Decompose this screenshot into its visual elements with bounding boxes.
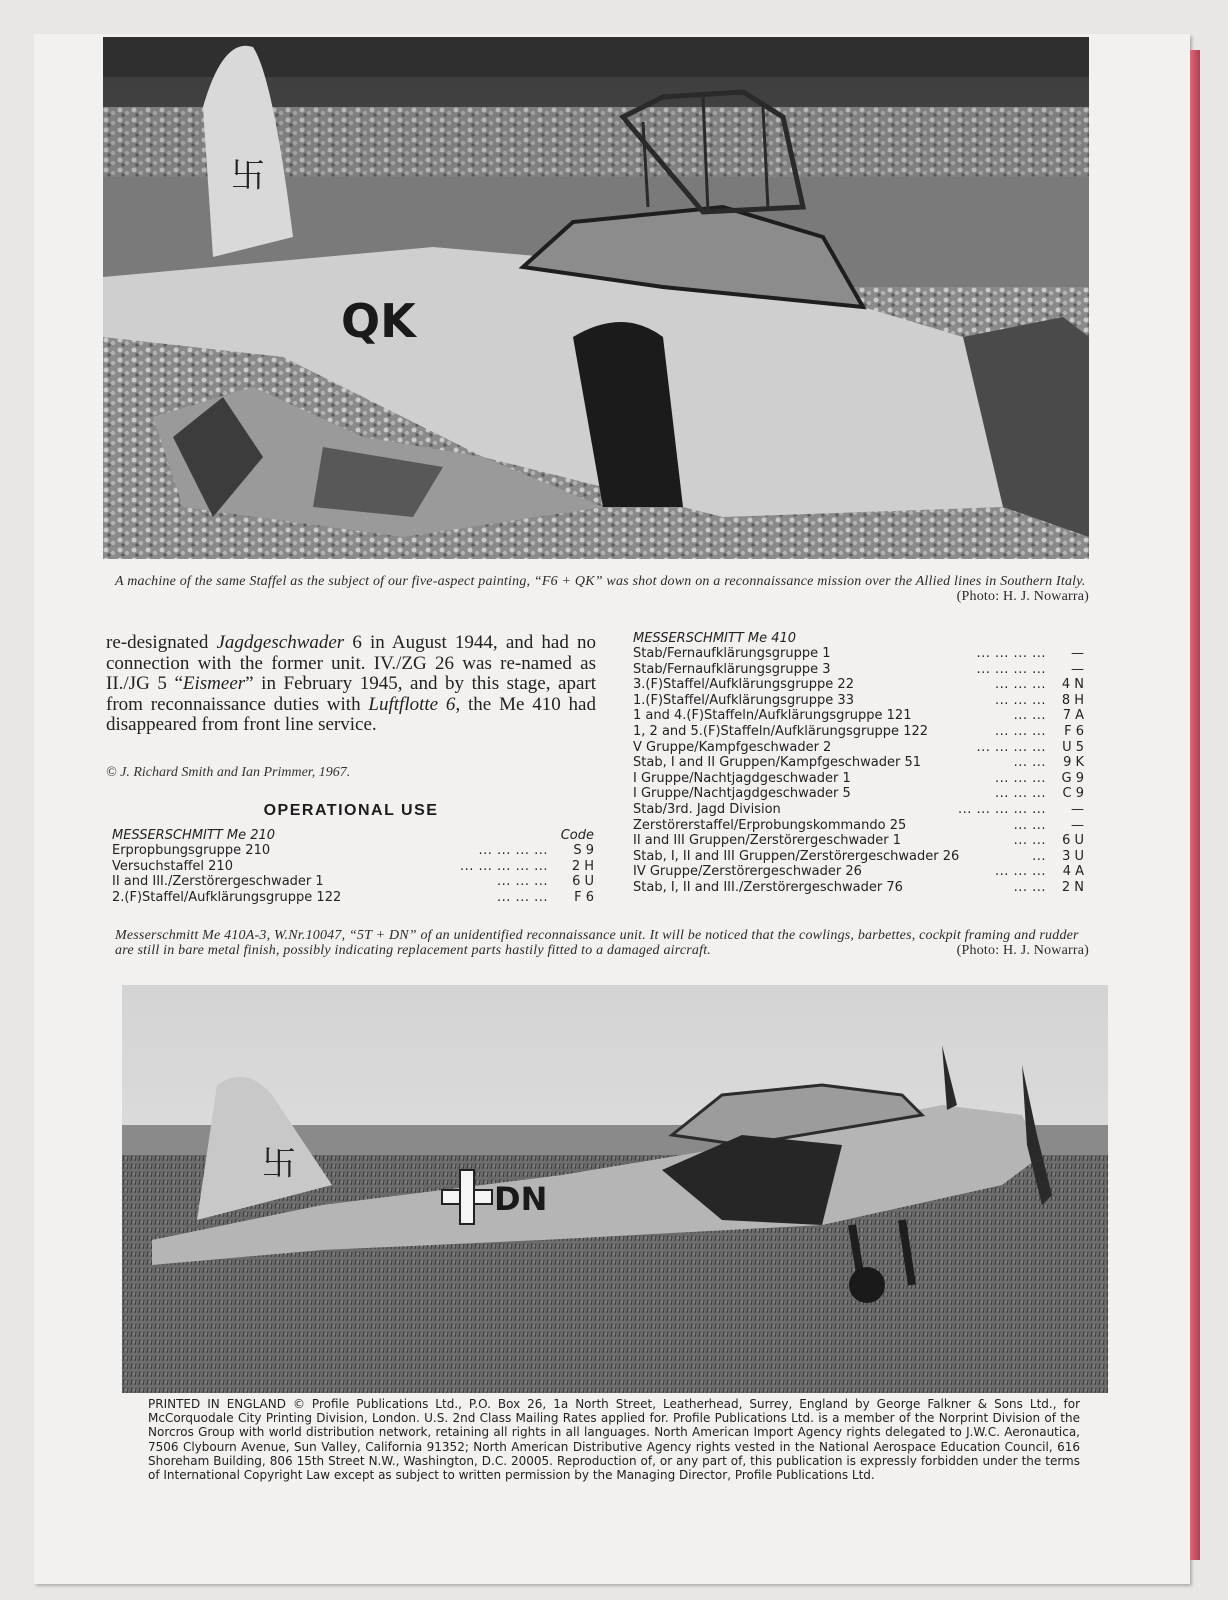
svg-text:卐: 卐 [262, 1144, 296, 1184]
unit-code: 3 U [1062, 848, 1084, 864]
me210-header-row [112, 828, 594, 843]
leader-dots: ... ... ... [995, 677, 1046, 693]
leader-dots: ... [1032, 848, 1046, 864]
leader-dots: ... ... ... [995, 723, 1046, 739]
table-row [633, 771, 1084, 787]
leader-dots: ... ... ... [995, 692, 1046, 708]
copyright-line: © J. Richard Smith and Ian Primmer, 1967. [106, 765, 351, 780]
unit-name: 1 and 4.(F)Staffeln/Aufklärungsgruppe 121 [633, 708, 912, 724]
unit-code: S 9 [573, 843, 594, 858]
leader-dots: ... ... ... [995, 770, 1046, 786]
unit-code: F 6 [1064, 723, 1084, 739]
fuselage-code-qk: QK [341, 294, 416, 348]
table-row [633, 708, 1084, 724]
imprint-footer: PRINTED IN ENGLAND © Profile Publications Ltd., P.O. Box 26, 1a North Street, Leatherhead, Surrey, England by George Falkner & Sons Ltd., for McCorquodale City Printing Division, London. U.S. 2nd Class Mailing Rates applied for. Profile Publications Ltd. is a member of the Norprint Division of the Norcros Group with world distribution network, retaining all rights in all languages. North American Import Agency rights delegated to J.W.C. Aeronautica, 7506 Clybourn Avenue, Sun Valley, California 91352; North American Distributive Agency rights vested in the National Aerospace Education Council, 616 Shoreham Building, 806 15th Street N.W., Washington, D.C. 20005. Reproduction of, or any part of, this publication is expressly forbidden under the terms of International Copyright Law except as subject to written permission by the Managing Director, Profile Publications Ltd. [148, 1397, 1080, 1483]
photo-crashed-me410 [103, 37, 1089, 559]
table-row [112, 843, 594, 859]
leader-dots: ... ... ... [995, 864, 1046, 880]
unit-code: — [1071, 817, 1084, 833]
leader-dots: ... ... [1013, 833, 1046, 849]
unit-name: Stab/3rd. Jagd Division [633, 801, 781, 817]
table-row [633, 786, 1084, 802]
leader-dots: ... ... ... ... ... [957, 801, 1046, 817]
leader-dots: ... ... ... ... [478, 843, 548, 858]
table-row [633, 677, 1084, 693]
unit-code: 8 H [1061, 692, 1084, 708]
unit-code: — [1071, 661, 1084, 677]
table-row [112, 859, 594, 875]
unit-code: — [1071, 646, 1084, 661]
unit-name: 2.(F)Staffel/Aufklärungsgruppe 122 [112, 889, 342, 905]
unit-name: 1, 2 and 5.(F)Staffeln/Aufklärungsgruppe 122 [633, 723, 929, 739]
body-text-1: re-designated [106, 632, 217, 653]
red-cover-edge [1190, 50, 1200, 1560]
unit-code: 6 U [572, 874, 594, 890]
unit-name: Stab, I, II and III./Zerstörergeschwader 76 [633, 879, 903, 895]
unit-name: Stab, I and II Gruppen/Kampfgeschwader 51 [633, 755, 921, 771]
table-row [112, 874, 594, 890]
me210-rows [112, 843, 594, 905]
unit-name: 1.(F)Staffel/Aufklärungsgruppe 33 [633, 692, 854, 708]
leader-dots: ... ... ... [995, 786, 1046, 802]
me410-header: MESSERSCHMITT Me 410 [633, 631, 797, 646]
body-italic-eismeer: Eismeer [182, 673, 246, 694]
body-text-3: ” in February 1945, and by this stage, apart from reconnaissance duties with [106, 673, 597, 715]
table-row [633, 864, 1084, 880]
me410-table [633, 631, 1084, 896]
unit-code: U 5 [1062, 739, 1084, 755]
leader-dots: ... ... ... ... ... [459, 858, 548, 874]
unit-code: 9 K [1063, 755, 1084, 771]
table-row [633, 802, 1084, 818]
photo2-caption [115, 928, 1089, 958]
leader-dots: ... ... ... ... [976, 739, 1046, 755]
unit-code: 7 A [1062, 708, 1084, 724]
body-text-4: , the Me 410 had disappeared from front line service. [106, 693, 596, 735]
body-italic-luftflotte: Luftflotte 6 [368, 693, 456, 715]
svg-text:卐: 卐 [231, 156, 265, 196]
table-row [633, 818, 1084, 834]
body-italic-jagdgeschwader: Jagdgeschwader [216, 632, 345, 653]
unit-code: 2 N [1061, 879, 1084, 895]
unit-code: C 9 [1062, 786, 1084, 802]
unit-code: G 9 [1061, 770, 1084, 786]
unit-code: 4 N [1061, 677, 1084, 693]
unit-name: Stab/Fernaufklärungsgruppe 3 [633, 661, 831, 677]
me210-header: MESSERSCHMITT Me 210 [112, 828, 276, 843]
unit-name: Stab/Fernaufklärungsgruppe 1 [633, 646, 831, 661]
table-row [633, 693, 1084, 709]
unit-name: II and III./Zerstörergeschwader 1 [112, 874, 324, 890]
table-row [633, 740, 1084, 756]
leader-dots: ... ... [1013, 879, 1046, 895]
body-text-2: 6 in August 1944, and had no connection with the former unit. IV./ZG 26 was re-named as II./JG 5 “ [106, 632, 596, 694]
photo2-credit: (Photo: H. J. Nowarra) [956, 943, 1089, 958]
unit-name: Zerstörerstaffel/Erprobungskommando 25 [633, 817, 907, 833]
unit-name: II and III Gruppen/Zerstörergeschwader 1 [633, 833, 902, 849]
photo-me410a3 [122, 985, 1108, 1393]
unit-name: IV Gruppe/Zerstörergeschwader 26 [633, 864, 862, 880]
operational-use-heading: OPERATIONAL USE [263, 802, 439, 819]
unit-name: Versuchstaffel 210 [112, 858, 233, 874]
table-row [633, 849, 1084, 865]
unit-name: V Gruppe/Kampfgeschwader 2 [633, 739, 832, 755]
photo1-credit: (Photo: H. J. Nowarra) [956, 589, 1089, 604]
unit-code: 4 A [1062, 864, 1084, 880]
table-row [633, 662, 1084, 678]
unit-code: 2 H [571, 858, 594, 874]
table-row [633, 833, 1084, 849]
code-header: Code [560, 828, 594, 843]
unit-name: Stab, I, II and III Gruppen/Zerstörergeschwader 26 [633, 848, 960, 864]
leader-dots: ... ... [1013, 817, 1046, 833]
table-row [633, 724, 1084, 740]
table-row [633, 880, 1084, 896]
leader-dots: ... ... ... ... [976, 646, 1046, 661]
table-row [112, 890, 594, 906]
leader-dots: ... ... ... ... [976, 661, 1046, 677]
unit-name: 3.(F)Staffel/Aufklärungsgruppe 22 [633, 677, 854, 693]
leader-dots: ... ... ... [497, 874, 548, 890]
unit-code: 6 U [1062, 833, 1084, 849]
me410-rows [633, 646, 1084, 896]
unit-code: — [1071, 801, 1084, 817]
leader-dots: ... ... [1013, 708, 1046, 724]
unit-name: I Gruppe/Nachtjagdgeschwader 5 [633, 786, 851, 802]
table-row [633, 646, 1084, 662]
photo2-caption-text: Messerschmitt Me 410A-3, W.Nr.10047, “5T + DN” of an unidentified reconnaissance unit. It will be noticed that the cowlings, barbettes, cockpit framing and rudder are still in bare metal finish, possibly indicating replacement parts hastily fitted to a damaged aircraft. [115, 928, 1079, 958]
table-row [633, 755, 1084, 771]
leader-dots: ... ... ... [497, 889, 548, 905]
photo1-caption [115, 574, 1089, 604]
unit-name: I Gruppe/Nachtjagdgeschwader 1 [633, 770, 851, 786]
unit-name: Erpropbungsgruppe 210 [112, 843, 271, 858]
fuselage-code-dn: DN [494, 1180, 548, 1218]
me210-table [112, 828, 594, 905]
body-paragraph [106, 633, 596, 736]
unit-code: F 6 [574, 889, 594, 905]
photo1-caption-text: A machine of the same Staffel as the subject of our five-aspect painting, “F6 + QK” was shot down on a reconnaissance mission over the Allied lines in Southern Italy. [115, 574, 1086, 589]
leader-dots: ... ... [1013, 755, 1046, 771]
